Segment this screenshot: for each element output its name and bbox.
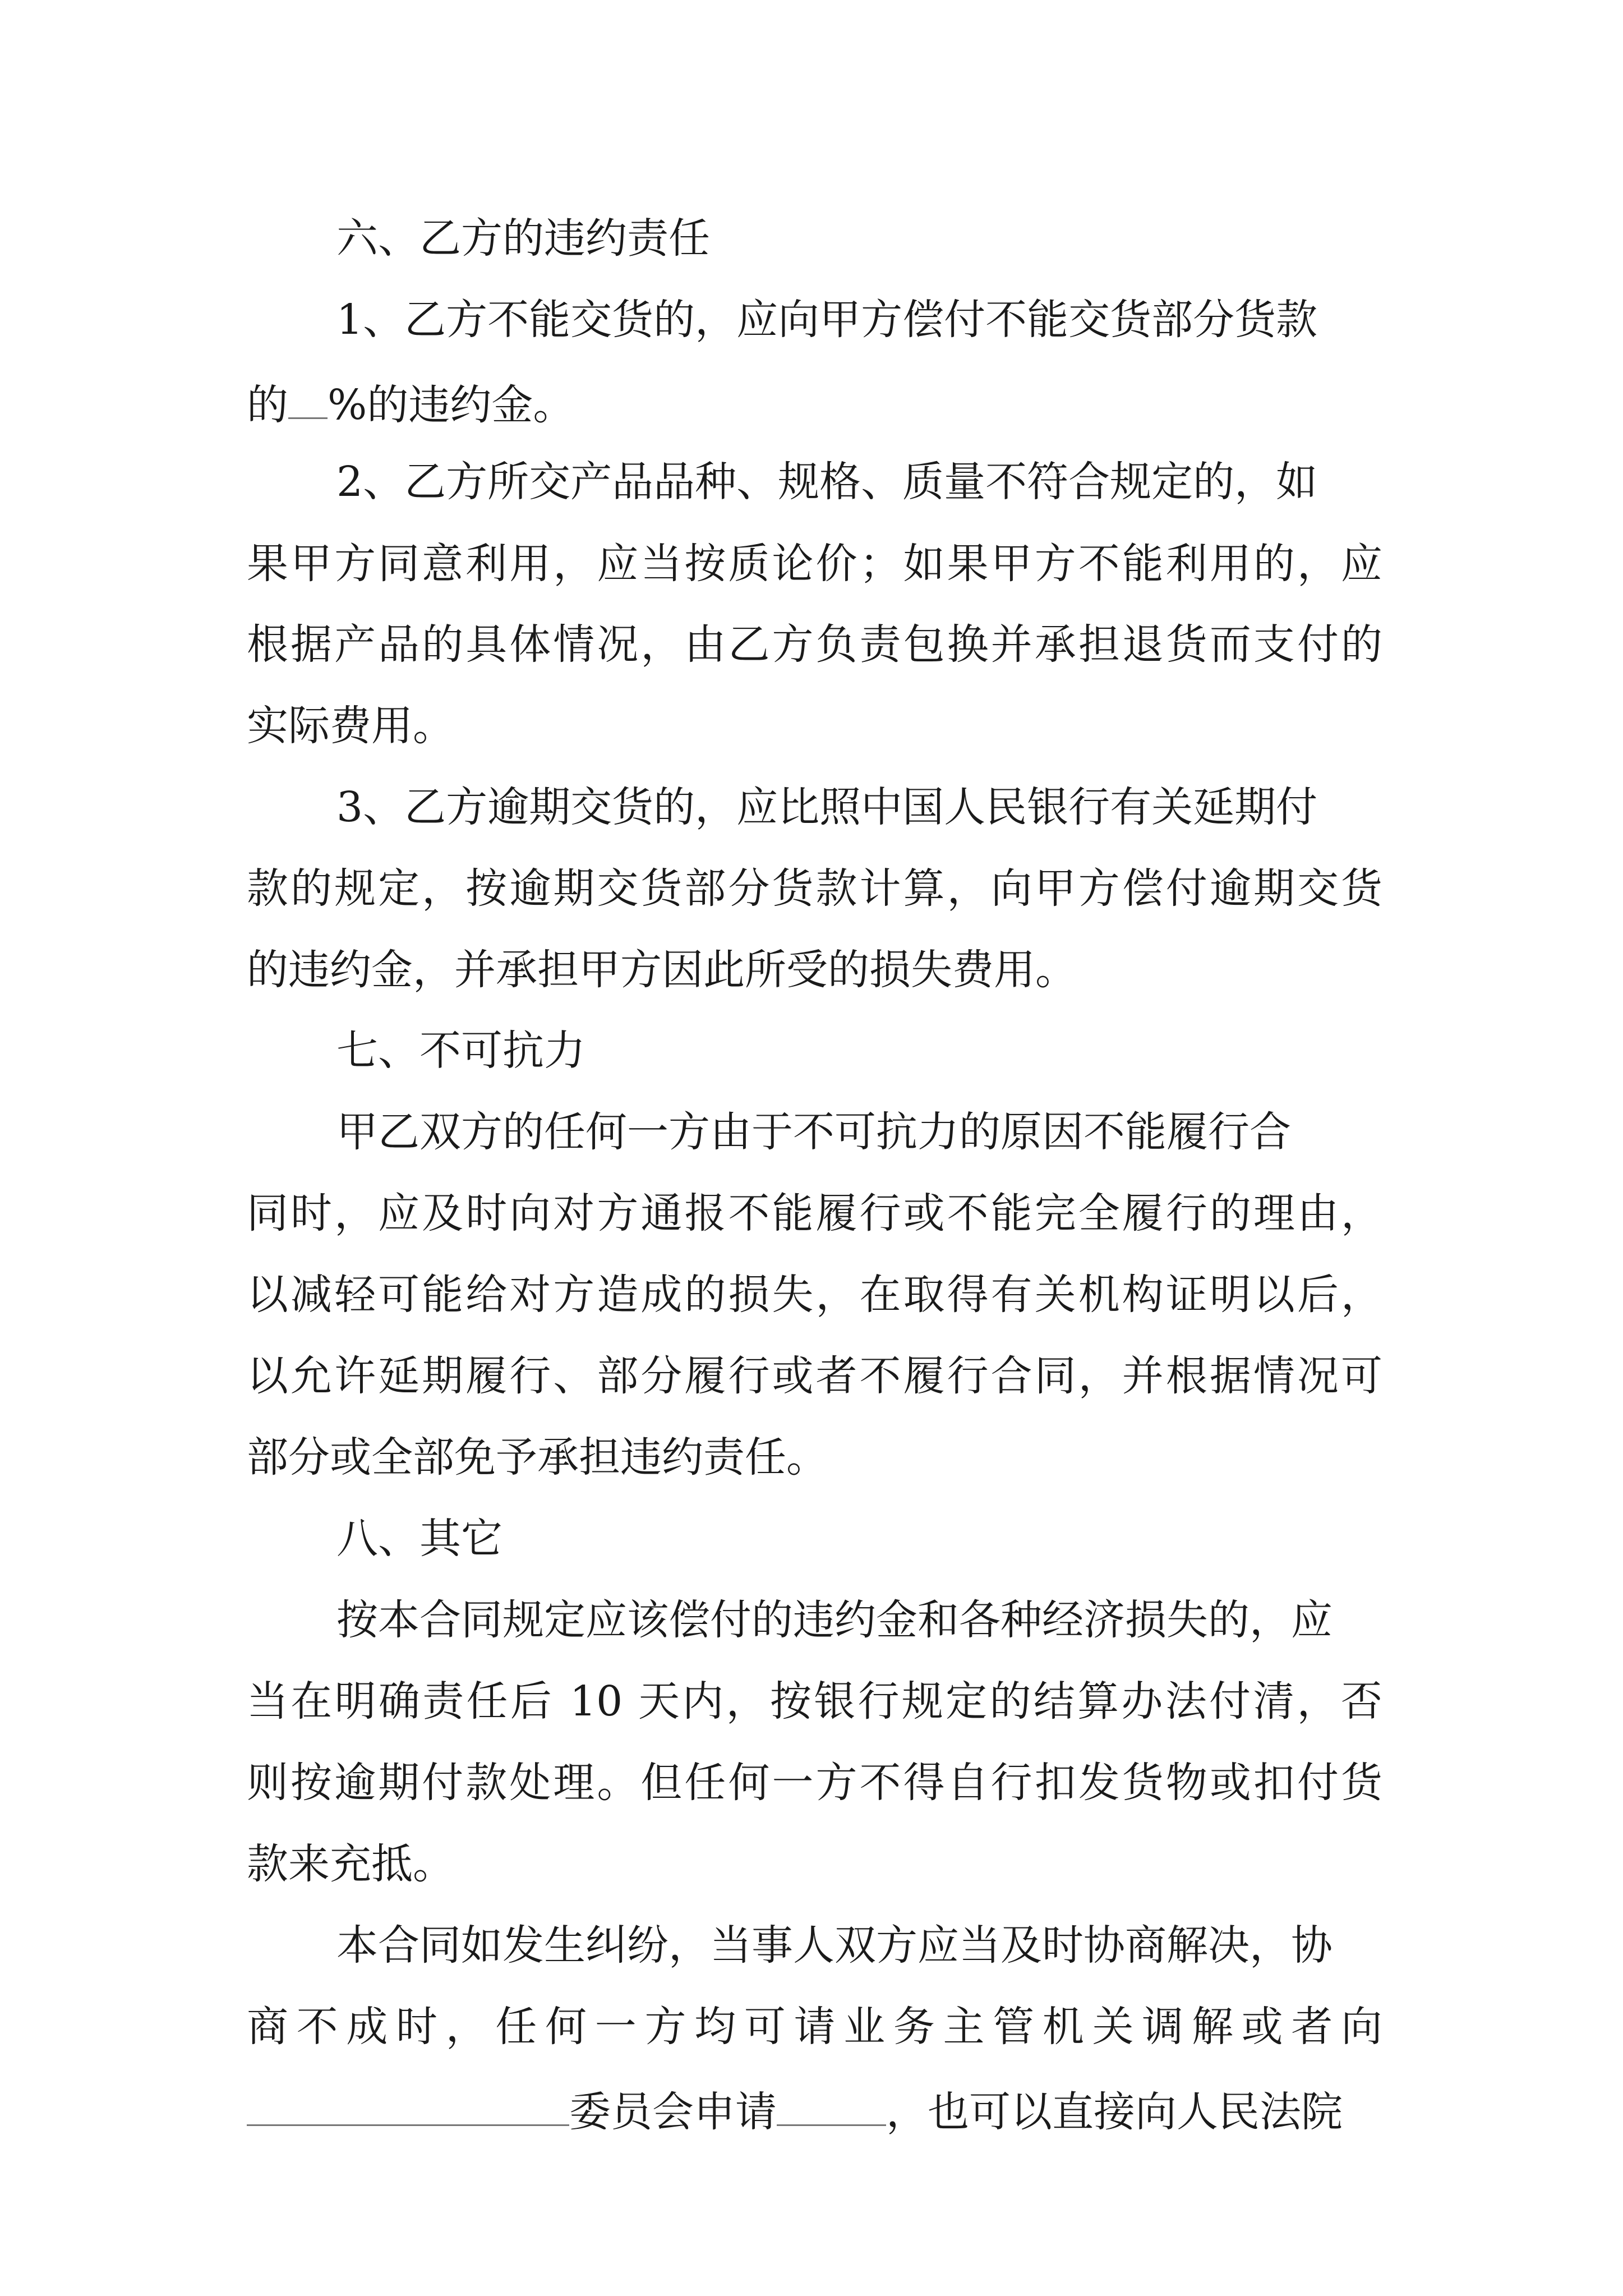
s6-item3-line3: 的违约金，并承担甲方因此所受的损失费用。 [247,946,1077,994]
s8-para2-line2: 商不成时，任何一方均可请业务主管机关调解或者向 [247,2003,1382,2051]
s8-para1-line4: 款来充抵。 [247,1840,454,1888]
s6-item3-line2: 款的规定，按逾期交货部分货款计算，向甲方偿付逾期交货 [247,864,1382,913]
s7-para-line4: 以允许延期履行、部分履行或者不履行合同，并根据情况可 [247,1352,1382,1400]
section-6-heading: 六、乙方的违约责任 [336,214,710,263]
application-type-blank [777,2087,886,2126]
s6-item2-line2: 果甲方同意利用，应当按质论价；如果甲方不能利用的，应 [247,540,1382,588]
s6-item3-line1: 3、乙方逾期交货的，应比照中国人民银行有关延期付 [336,783,1318,831]
s7-para-line2: 同时，应及时向对方通报不能履行或不能完全履行的理由， [247,1189,1382,1237]
s6-item1-line2-b: %的违约金。 [328,381,575,429]
percent-blank [288,380,328,419]
s8-para2-line1: 本合同如发生纠纷，当事人双方应当及时协商解决，协 [336,1921,1332,1970]
section-7-heading: 七、不可抗力 [336,1027,585,1075]
s8-para2-line3-a: 委员会申请 [569,2088,777,2136]
s6-item2-line1: 2、乙方所交产品品种、规格、质量不符合规定的，如 [336,458,1318,506]
s8-para2-line3-b: ，也可以直接向人民法院 [886,2088,1343,2136]
s8-para1-line3: 则按逾期付款处理。但任何一方不得自行扣发货物或扣付货 [247,1759,1382,1807]
s8-para1-line2: 当在明确责任后 10 天内，按银行规定的结算办法付清，否 [247,1677,1382,1726]
committee-name-blank [247,2087,569,2126]
s6-item2-line4: 实际费用。 [247,702,454,750]
s8-para1-line1: 按本合同规定应该偿付的违约金和各种经济损失的，应 [336,1596,1332,1644]
s7-para-line5: 部分或全部免予承担违约责任。 [247,1433,828,1481]
s6-item1-line2-a: 的 [247,381,288,429]
s8-para2-line3 [247,2087,1343,2136]
s7-para-line1: 甲乙双方的任何一方由于不可抗力的原因不能履行合 [336,1108,1291,1156]
s6-item2-line3: 根据产品的具体情况，由乙方负责包换并承担退货而支付的 [247,620,1382,669]
s6-item1-line1: 1、乙方不能交货的，应向甲方偿付不能交货部分货款 [336,296,1318,344]
s6-item1-line2 [247,380,575,429]
section-8-heading: 八、其它 [336,1515,502,1563]
s7-para-line3: 以减轻可能给对方造成的损失，在取得有关机构证明以后， [247,1271,1382,1319]
